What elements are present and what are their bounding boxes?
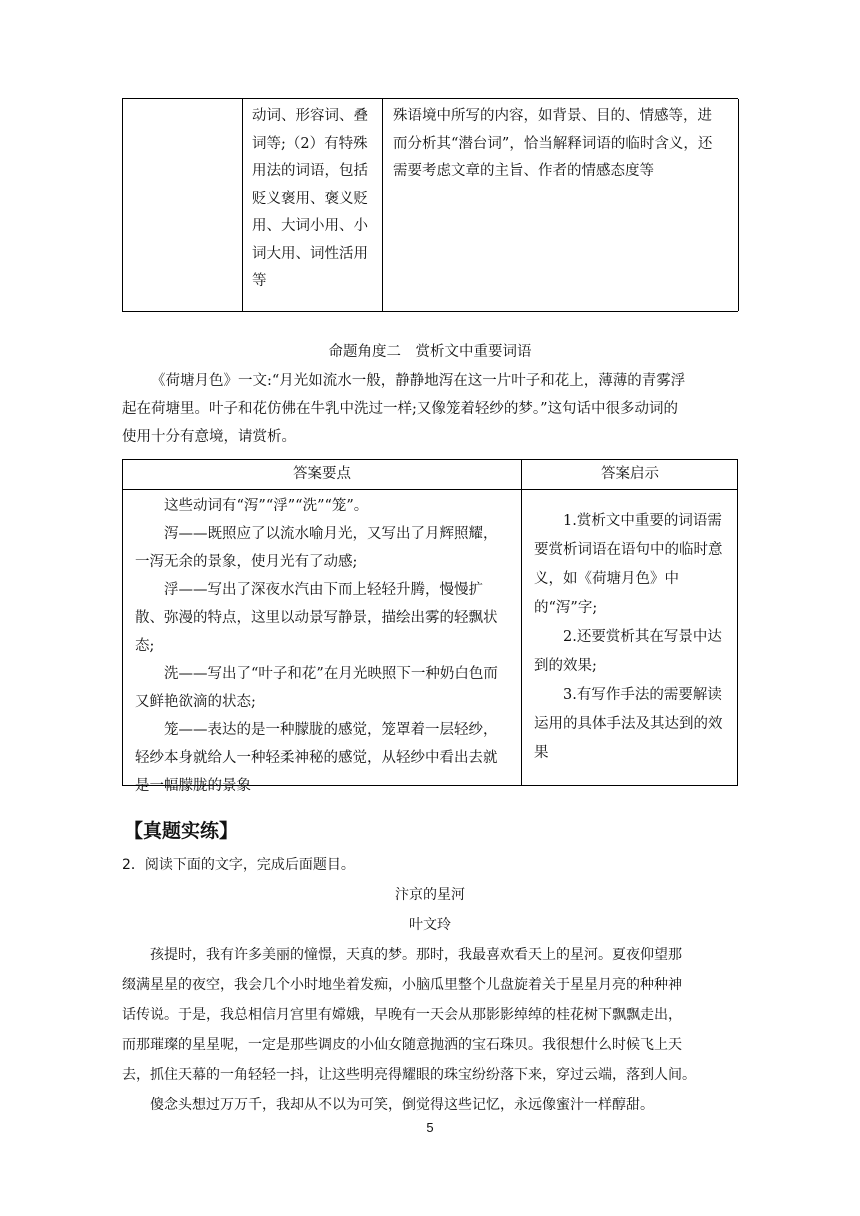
table-cell-word-types	[242, 99, 383, 311]
section-heading: 命题角度二 赏析文中重要词语	[328, 344, 532, 360]
question-prompt: 2．阅读下面的文字，完成后面题目。	[122, 857, 355, 873]
cell-line: 殊语境中所写的内容，如背景、目的、情感等，进	[393, 108, 712, 124]
answer-point: 这些动词有“泻”“浮”“洗”“笼”。	[164, 498, 369, 514]
article-paragraph: 傻念头想过万万千，我却从不以为可笑，倒觉得这些记忆，永远像蜜汁一样醇甜。	[150, 1097, 654, 1113]
cell-line: 贬义褒用、褒义贬	[252, 190, 368, 207]
page-number: 5	[426, 1120, 434, 1135]
article-line: 缀满星星的夜空，我会几个小时地坐着发痴，小脑瓜里整个儿盘旋着关于星星月亮的种种神	[122, 977, 682, 993]
cell-line: 需要考虑文章的主旨、作者的情感态度等	[393, 163, 654, 179]
continued-table	[122, 98, 738, 312]
answer-point: 笼——表达的是一种朦胧的感觉，笼罩着一层轻纱，轻纱本身就给人一种轻柔神秘的感觉，从轻纱中看出去就是一幅朦胧的景象	[135, 722, 498, 794]
cell-line: 而分析其“潜台词”，恰当解释词语的临时含义，还	[393, 135, 713, 152]
answer-point: 泻——既照应了以流水喻月光，又写出了月辉照耀，一泻无余的景象，使月光有了动感;	[135, 526, 498, 570]
header-answer-points: 答案要点	[123, 460, 521, 490]
article-line: 去，抓住天幕的一角轻轻一抖，让这些明亮得耀眼的珠宝纷纷落下来，穿过云端，落到人间。	[122, 1067, 696, 1083]
answer-point: 洗——写出了“叶子和花”在月光映照下一种奶白色而又鲜艳欲滴的状态;	[135, 666, 498, 710]
article-author: 叶文玲	[409, 917, 451, 933]
question-line: 《荷塘月色》一文:“月光如流水一般，静静地泻在这一片叶子和花上，薄薄的青雾浮	[151, 373, 686, 389]
answer-points-cell	[123, 490, 521, 794]
cell-line: 词大用、词性活用	[252, 245, 368, 262]
section-title-practice: 【真题实练】	[124, 820, 239, 842]
answer-point: 浮——写出了深夜水汽由下而上轻轻升腾，慢慢扩散、弥漫的特点，这里以动景写静景，描绘出雾的轻飘状态;	[135, 582, 498, 654]
article-line: 话传说。于是，我总相信月宫里有嫦娥，早晚有一天会从那影影绰绰的桂花树下飘飘走出，	[122, 1007, 682, 1023]
cell-line: 用法的词语，包括	[252, 163, 368, 179]
header-answer-hints: 答案启示	[521, 460, 738, 490]
article-line: 孩提时，我有许多美丽的憧憬，天真的梦。那时，我最喜欢看天上的星河。夏夜仰望那	[150, 947, 682, 963]
cell-line: 词等;（2）有特殊	[252, 135, 368, 152]
cell-line: 动词、形容词、叠	[252, 108, 368, 124]
answer-hint: 3.有写作手法的需要解读运用的具体手法及其达到的效果	[534, 687, 723, 761]
question-line: 起在荷塘里。叶子和花仿佛在牛乳中洗过一样;又像笼着轻纱的梦。”这句话中很多动词的	[122, 401, 679, 417]
cell-line: 用、大词小用、小	[252, 218, 368, 234]
article-line: 而那璀璨的星星呢，一定是那些调皮的小仙女随意抛洒的宝石珠贝。我很想什么时候飞上天	[122, 1037, 682, 1053]
answer-hints-cell	[521, 490, 738, 785]
answer-table	[122, 459, 738, 794]
article-title: 汴京的星河	[395, 887, 465, 903]
answer-hint: 1.赏析文中重要的词语需要赏析词语在语句中的临时意义，如《荷塘月色》中的“泻”字;	[534, 513, 723, 616]
answer-hint: 2.还要赏析其在写景中达到的效果;	[534, 629, 722, 674]
table-cell-method	[382, 99, 739, 311]
question-line: 使用十分有意境，请赏析。	[122, 429, 296, 445]
table-cell-empty	[122, 99, 243, 311]
cell-line: 等	[252, 273, 267, 289]
